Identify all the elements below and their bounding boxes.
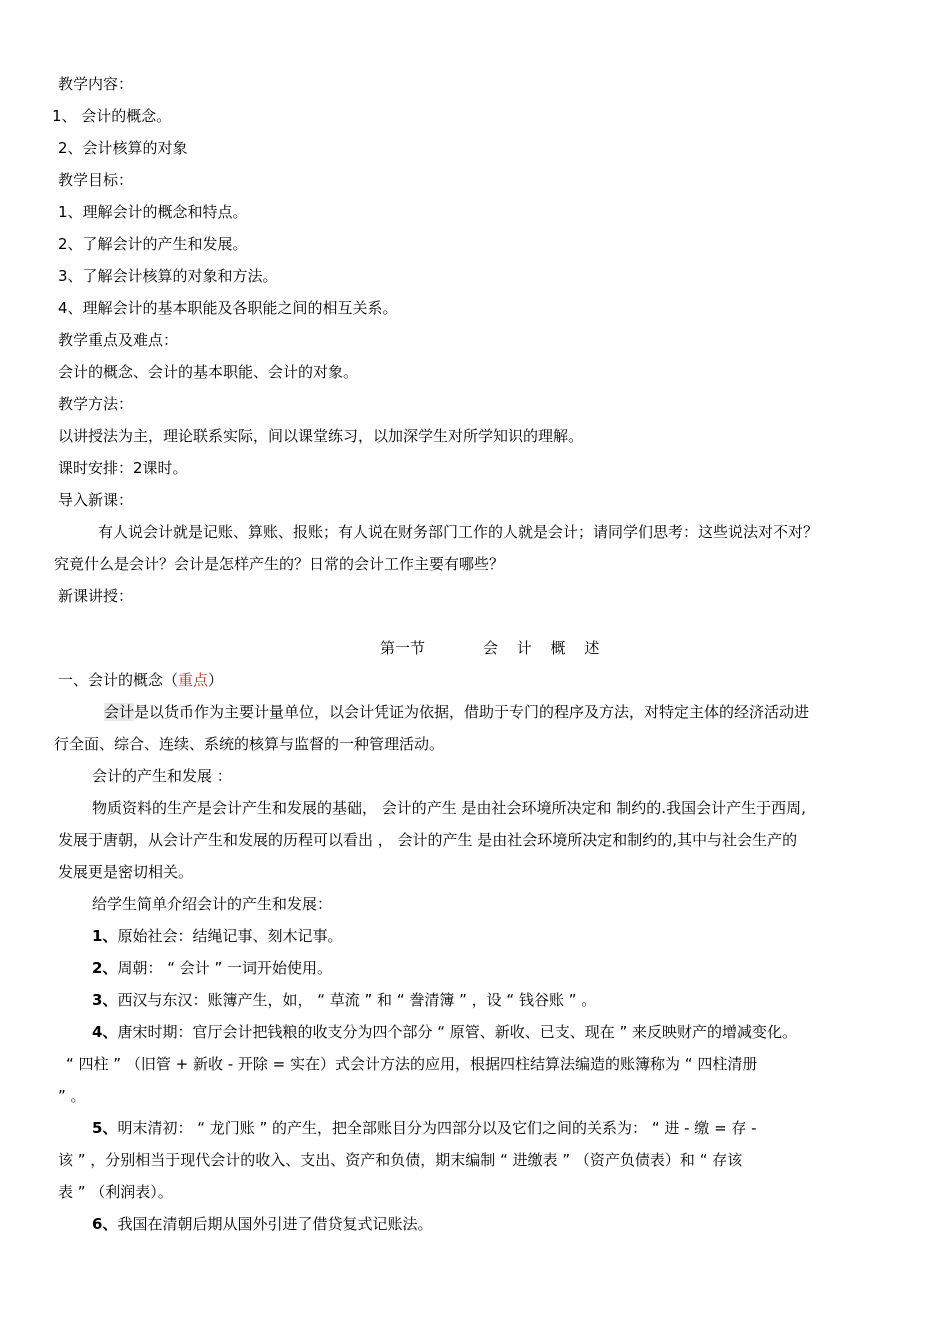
item-number: 4、 [92, 1023, 118, 1041]
item-number: 1、 [92, 927, 118, 945]
item-number: 6、 [92, 1215, 118, 1233]
text-line: 4、理解会计的基本职能及各职能之间的相互关系。 [58, 299, 398, 317]
definition-text: 是以货币作为主要计量单位，以会计凭证为依据，借助于专门的程序及方法，对特定主体的经济活动进 [134, 703, 810, 721]
text-line: 教学方法： [58, 395, 134, 413]
section-number: 第一节 [380, 639, 426, 657]
item-text: 明末清初： “ 龙门账 ” 的产生，把全部账目分为四部分以及它们之间的关系为： “ 进 - 缴 = 存 - [117, 1119, 757, 1137]
text-line: 以讲授法为主，理论联系实际，间以课堂练习，以加深学生对所学知识的理解。 [58, 427, 584, 445]
text-line: 1、 会计的概念。 [52, 107, 172, 125]
text-line: 导入新课： [58, 491, 134, 509]
text-line: 新课讲授： [58, 587, 134, 605]
definition-line [104, 702, 809, 722]
history-item [92, 1118, 757, 1138]
text-line: 2、会计核算的对象 [58, 139, 188, 157]
highlighted-term: 会计 [104, 703, 135, 721]
text-line: 有人说会计就是记账、算账、报账；有人说在财务部门工作的人就是会计；请同学们思考：这些说法对不对？ [98, 523, 819, 541]
heading-prefix: 一、会计的概念（ [58, 671, 179, 689]
text-line: 课时安排：2课时。 [58, 459, 188, 477]
item-number: 2、 [92, 959, 118, 977]
text-line: 物质资料的生产是会计产生和发展的基础， 会计的产生 是由社会环境所决定和 制约的.我国会计产生于西周, [92, 799, 806, 817]
section-title [380, 638, 606, 658]
text-line: 2、了解会计的产生和发展。 [58, 235, 248, 253]
history-item [92, 990, 596, 1010]
text-line: 发展更是密切相关。 [58, 863, 194, 881]
section-heading [58, 670, 223, 690]
section-name: 会 计 概 述 [483, 639, 607, 657]
item-text: 西汉与东汉：账簿产生，如， “ 草流 ” 和 “ 誊清簿 ” ，设 “ 钱谷账 ” 。 [117, 991, 597, 1009]
item-text: 我国在清朝后期从国外引进了借贷复式记账法。 [117, 1215, 433, 1233]
text-line: 发展于唐朝，从会计产生和发展的历程可以看出 ， 会计的产生 是由社会环境所决定和制约的,其中与社会生产的 [58, 831, 798, 849]
text-line: 3、了解会计核算的对象和方法。 [58, 267, 278, 285]
history-item-continued: 表 ” （利润表）。 [58, 1183, 173, 1201]
item-number: 3、 [92, 991, 118, 1009]
heading-suffix: ） [208, 671, 224, 689]
history-item [92, 1214, 432, 1234]
history-item-continued: ” 。 [58, 1087, 86, 1105]
text-line: 会计的产生和发展 ： [92, 767, 232, 785]
text-line: 教学目标： [58, 171, 134, 189]
text-line: 教学重点及难点： [58, 331, 179, 349]
text-line: 给学生简单介绍会计的产生和发展： [92, 895, 333, 913]
history-item [92, 926, 342, 946]
item-text: 周朝： “ 会计 ” 一词开始使用。 [117, 959, 333, 977]
item-text: 原始社会：结绳记事、刻木记事。 [117, 927, 343, 945]
text-line: 教学内容： [58, 75, 134, 93]
text-line: 究竟什么是会计？会计是怎样产生的？日常的会计工作主要有哪些？ [54, 555, 505, 573]
key-point-label: 重点 [178, 671, 209, 689]
text-line: 1、理解会计的概念和特点。 [58, 203, 248, 221]
text-line: 会计的概念、会计的基本职能、会计的对象。 [58, 363, 359, 381]
history-item-continued: “ 四柱 ” （旧管 + 新收 - 开除 = 实在）式会计方法的应用，根据四柱结算法编造的账簿称为 “ 四柱清册 [66, 1055, 758, 1073]
item-number: 5、 [92, 1119, 118, 1137]
item-text: 唐宋时期：官厅会计把钱粮的收支分为四个部分 “ 原管、新收、已支、现在 ” 来反映财产的增减变化。 [117, 1023, 798, 1041]
history-item-continued: 该 ” ，分别相当于现代会计的收入、支出、资产和负债，期末编制 “ 进缴表 ” （资产负债表）和 “ 存该 [58, 1151, 743, 1169]
history-item [92, 958, 332, 978]
definition-line: 行全面、综合、连续、系统的核算与监督的一种管理活动。 [54, 735, 445, 753]
history-item [92, 1022, 797, 1042]
